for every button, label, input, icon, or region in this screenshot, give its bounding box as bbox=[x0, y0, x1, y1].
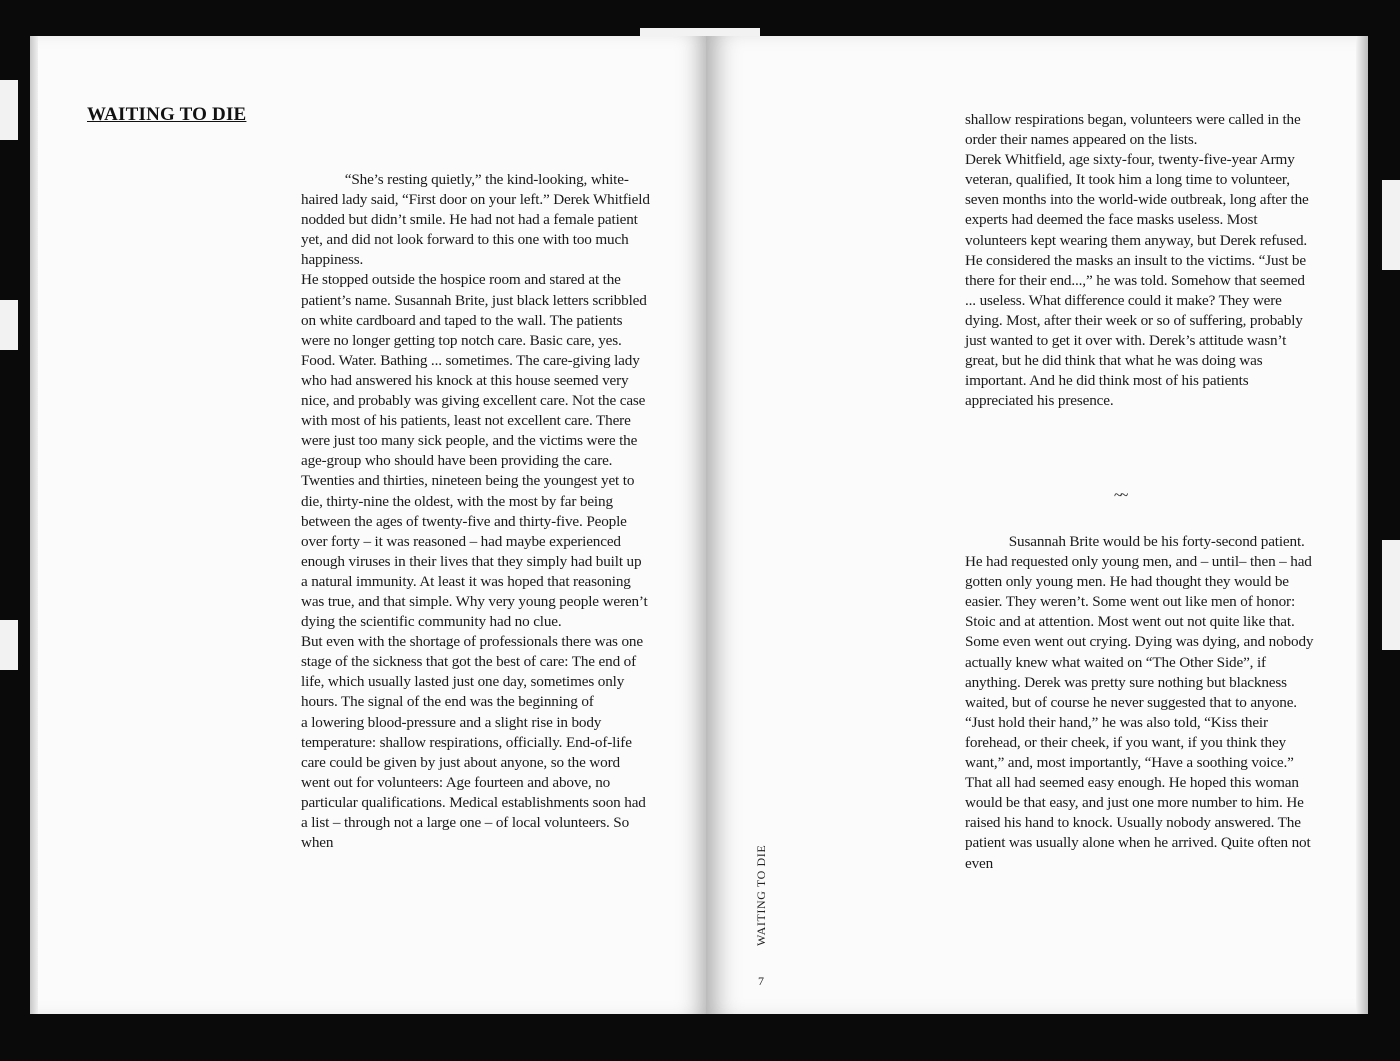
right-body-text-top bbox=[965, 110, 1315, 411]
section-divider: ~~ bbox=[1114, 488, 1127, 504]
left-page bbox=[30, 36, 708, 1014]
page-number: 7 bbox=[758, 974, 764, 988]
background-stripe bbox=[0, 80, 18, 140]
background-stripe bbox=[1382, 180, 1400, 270]
right-body-text-bottom bbox=[965, 532, 1315, 874]
left-body-text bbox=[301, 170, 651, 853]
background-stripe bbox=[0, 620, 18, 670]
background-stripe bbox=[1382, 540, 1400, 650]
paragraph: Susannah Brite would be his forty-second patient. He had requested only young men, and – until– then – had gotten only young men. He had thought they would be easier. They weren’t. Some went out like men of honor: Stoic and at attention. Most went out not quite like that. Some even went out crying. Dying was dying, and nobody actually knew what waited on “The Other Side”, if anything. Derek was pretty sure nothing but blackness waited, but of course he never suggested that to anyone. “Just hold their hand,” he was also told, “Kiss their forehead, or their cheek, if you want, if you think they want,” and, most importantly, “Have a soothing voice.” That all had seemed easy enough. He hoped this woman would be that easy, and just one more number to him. He raised his hand to knock. Usually nobody answered. The patient was usually alone when he arrived. Quite often not even bbox=[965, 533, 1314, 872]
right-page bbox=[706, 36, 1368, 1014]
background-stripe bbox=[0, 300, 18, 350]
paragraph: shallow respirations began, volunteers were called in the order their names appeared on the lists. Derek Whitfield, age sixty-four, twenty-five-year Army veteran, qualified, It took him a long time to volunteer, seven months into the world-wide outbreak, long after the experts had deemed the face masks useless. Most volunteers kept wearing them anyway, but Derek refused. He considered the masks an insult to the victims. “Just be there for their end...,” he was told. Somehow that seemed ... useless. What difference could it make? They were dying. Most, after their week or so of suffering, probably just wanted to get it over with. Derek’s attitude wasn’t great, but he did think that what he was doing was important. And he did think most of his patients appreciated his presence. bbox=[965, 111, 1309, 410]
running-head: WAITING TO DIE bbox=[754, 844, 768, 946]
paragraph: “She’s resting quietly,” the kind-looking, white-haired lady said, “First door on your left.” Derek Whitfield nodded but didn’t smile. He had not had a female patient yet, and did not look forward to this one with too much happiness. He stopped outside the hospice room and stared at the patient’s name. Susannah Brite, just black letters scribbled on white cardboard and taped to the wall. The patients were no longer getting top notch care. Basic care, yes. Food. Water. Bathing ... sometimes. The care-giving lady who had answered his knock at this house seemed very nice, and probably was giving excellent care. Not the case with most of his patients, least not excellent care. There were just too many sick people, and the victims were the age-group who should have been providing the care. Twenties and thirties, nineteen being the youngest yet to die, thirty-nine the oldest, with the most by far being between the ages of twenty-five and thirty-five. People over forty – it was reasoned – had maybe experienced enough viruses in their lives that they simply had built up a natural immunity. At least it was hoped that reasoning was true, and that simple. Why very young people weren’t dying the scientific community had no clue. But even with the shortage of professionals there was one stage of the sickness that got the best of care: The end of life, which usually lasted just one day, sometimes only hours. The signal of the end was the beginning of a lowering blood-pressure and a slight rise in body temperature: shallow respirations, officially. End-of-life care could be given by just about anyone, so the word went out for volunteers: Age fourteen and above, no particular qualifications. Medical establishments soon had a list – through not a large one – of local volunteers. So when bbox=[301, 171, 650, 852]
page-edge bbox=[1356, 36, 1368, 1014]
page-edge bbox=[30, 36, 38, 1014]
chapter-title: WAITING TO DIE bbox=[87, 104, 247, 125]
